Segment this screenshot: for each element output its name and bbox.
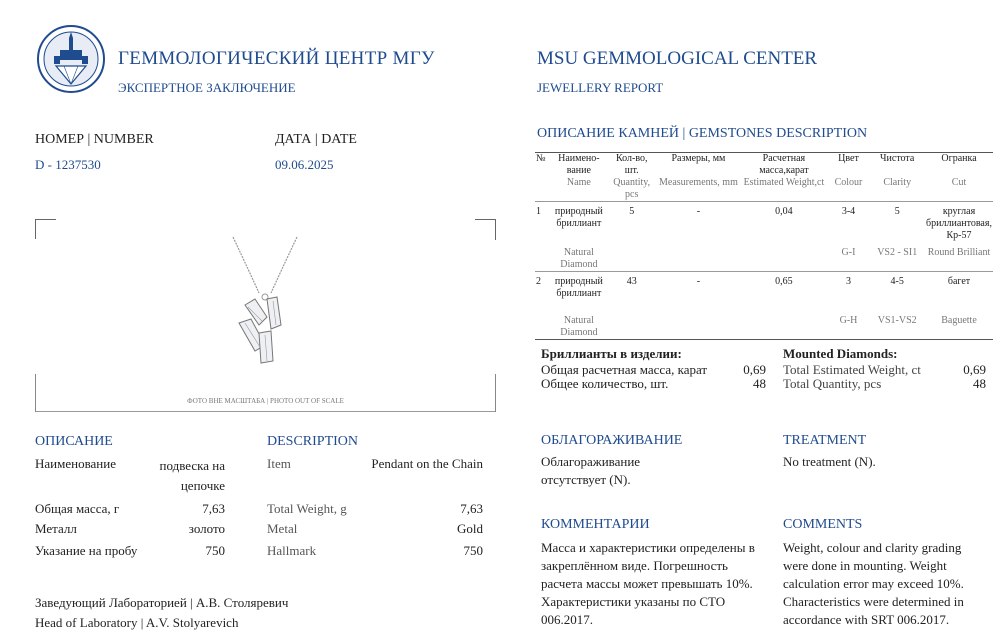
weight-value-ru: 7,63 [202, 501, 225, 516]
row-name-ru: природный бриллиант [551, 272, 607, 301]
mounted-weight-label-en: Total Estimated Weight, ct [783, 362, 921, 377]
weight-label-ru: Общая масса, г [35, 501, 120, 516]
msu-logo-icon [36, 24, 106, 94]
col-weight-ru: Расчетная масса,карат [740, 153, 827, 178]
mounted-count-value-ru: 48 [753, 376, 766, 391]
col-cut-ru: Огранка [925, 153, 993, 178]
metal-label-en: Metal [267, 521, 298, 536]
col-colour-ru: Цвет [828, 153, 870, 178]
comments-text-ru: Масса и характеристики определены в закреплённом виде. Погрешность расчета массы может превышать 10%. Характеристики указаны по СТО 006.2017. [541, 540, 755, 627]
comments-heading-en: COMMENTS [783, 517, 863, 532]
header-row-ru [535, 153, 993, 178]
row-cut-en: Round Brilliant [927, 247, 991, 258]
row-qty: 43 [607, 272, 657, 301]
col-qty-en: Quantity, pcs [613, 177, 651, 200]
table-row [535, 272, 993, 301]
row-qty: 5 [607, 202, 657, 243]
treatment-heading-en: TREATMENT [783, 433, 867, 448]
col-name-en: Name [566, 177, 591, 188]
row-colour-en: G-H [828, 300, 870, 340]
photo-caption: ФОТО ВНЕ МАСШТАБА | PHOTO OUT OF SCALE [187, 397, 344, 405]
hallmark-value-en: 750 [463, 543, 483, 558]
description-heading-ru: ОПИСАНИЕ [35, 434, 113, 449]
mounted-weight-value-ru: 0,69 [743, 362, 766, 377]
pendant-image [215, 233, 315, 383]
col-num-en [535, 177, 551, 202]
row-meas: - [657, 202, 741, 243]
hallmark-label-ru: Указание на пробу [35, 543, 138, 558]
row-colour-ru: 3 [828, 272, 870, 301]
mounted-count-label-ru: Общее количество, шт. [541, 376, 669, 391]
comments-heading-ru: КОММЕНТАРИИ [541, 517, 650, 532]
col-meas-ru: Размеры, мм [657, 153, 741, 178]
mounted-heading-ru: Бриллианты в изделии: [541, 346, 682, 361]
col-meas-en: Measurements, mm [658, 177, 738, 188]
col-qty-ru: Кол-во, шт. [607, 153, 657, 178]
weight-value-en: 7,63 [460, 501, 483, 516]
row-name-en: Natural Diamond [560, 247, 598, 270]
row-colour-en: G-I [841, 247, 856, 258]
row-meas: - [657, 272, 741, 301]
mounted-count-value-en: 48 [973, 376, 986, 391]
mounted-heading-en: Mounted Diamonds: [783, 346, 898, 361]
hallmark-value-ru: 750 [205, 543, 225, 558]
mounted-count-label-en: Total Quantity, pcs [783, 376, 882, 391]
date-label: ДАТА | DATE [275, 132, 357, 147]
comments-text-en: Weight, colour and clarity grading were done in mounting. Weight calculation error may exceed 10%. Characteristics were determined in accordance with SRT 006.2017. [783, 540, 964, 627]
row-clarity-en: VS1-VS2 [869, 300, 925, 340]
title-en: MSU GEMMOLOGICAL CENTER [537, 48, 818, 69]
row-name-ru: природный бриллиант [551, 202, 607, 243]
row-cut-en: Baguette [925, 300, 993, 340]
treatment-text-en: No treatment (N). [783, 454, 876, 469]
photo-frame [35, 219, 496, 412]
signature-ru: Заведующий Лабораторией | А.В. Столяревич [35, 595, 289, 610]
metal-label-ru: Металл [35, 521, 77, 536]
col-weight-en: Estimated Weight,ct [743, 177, 825, 188]
col-num: № [535, 153, 551, 178]
row-weight: 0,04 [740, 202, 827, 243]
mounted-weight-label-ru: Общая расчетная масса, карат [541, 362, 708, 377]
title-ru: ГЕММОЛОГИЧЕСКИЙ ЦЕНТР МГУ [118, 48, 435, 69]
header-row-en [535, 177, 993, 202]
row-colour-ru: 3-4 [828, 202, 870, 243]
row-clarity-ru: 4-5 [869, 272, 925, 301]
col-cut-en: Cut [951, 177, 967, 188]
treatment-text-ru: Облагораживание отсутствует (N). [541, 454, 641, 487]
hallmark-label-en: Hallmark [267, 543, 317, 558]
gemstones-table [535, 152, 993, 340]
table-row [535, 202, 993, 243]
weight-label-en: Total Weight, g [267, 501, 347, 516]
col-clarity-en: Clarity [883, 177, 912, 188]
metal-value-ru: золото [188, 521, 225, 536]
item-label-en: Item [267, 456, 291, 471]
col-clarity-ru: Чистота [869, 153, 925, 178]
subtitle-en: JEWELLERY REPORT [537, 80, 664, 95]
item-value-ru: подвеска на цепочке [159, 458, 225, 493]
table-row-en [535, 300, 993, 340]
treatment-heading-ru: ОБЛАГОРАЖИВАНИЕ [541, 433, 683, 448]
col-colour-en: Colour [834, 177, 863, 188]
row-clarity-ru: 5 [869, 202, 925, 243]
description-heading-en: DESCRIPTION [267, 434, 359, 449]
col-name-ru: Наимено-вание [551, 153, 607, 178]
row-weight: 0,65 [740, 272, 827, 301]
signature-en: Head of Laboratory | A.V. Stolyarevich [35, 615, 239, 630]
row-cut-ru: багет [925, 272, 993, 301]
row-num: 2 [535, 272, 551, 301]
item-label-ru: Наименование [35, 456, 116, 471]
item-value-en: Pendant on the Chain [371, 456, 483, 471]
date-value: 09.06.2025 [275, 157, 334, 172]
table-row-en [535, 242, 993, 272]
number-value: D - 1237530 [35, 157, 101, 172]
gemstones-heading: ОПИСАНИЕ КАМНЕЙ | GEMSTONES DESCRIPTION [537, 126, 868, 141]
row-name-en: Natural Diamond [551, 300, 607, 340]
mounted-weight-value-en: 0,69 [963, 362, 986, 377]
row-cut-ru: круглая бриллиантовая, Кр-57 [925, 202, 993, 243]
row-num: 1 [535, 202, 551, 243]
metal-value-en: Gold [457, 521, 483, 536]
subtitle-ru: ЭКСПЕРТНОЕ ЗАКЛЮЧЕНИЕ [118, 80, 296, 95]
number-label: НОМЕР | NUMBER [35, 132, 154, 147]
row-clarity-en: VS2 - SI1 [877, 247, 918, 258]
